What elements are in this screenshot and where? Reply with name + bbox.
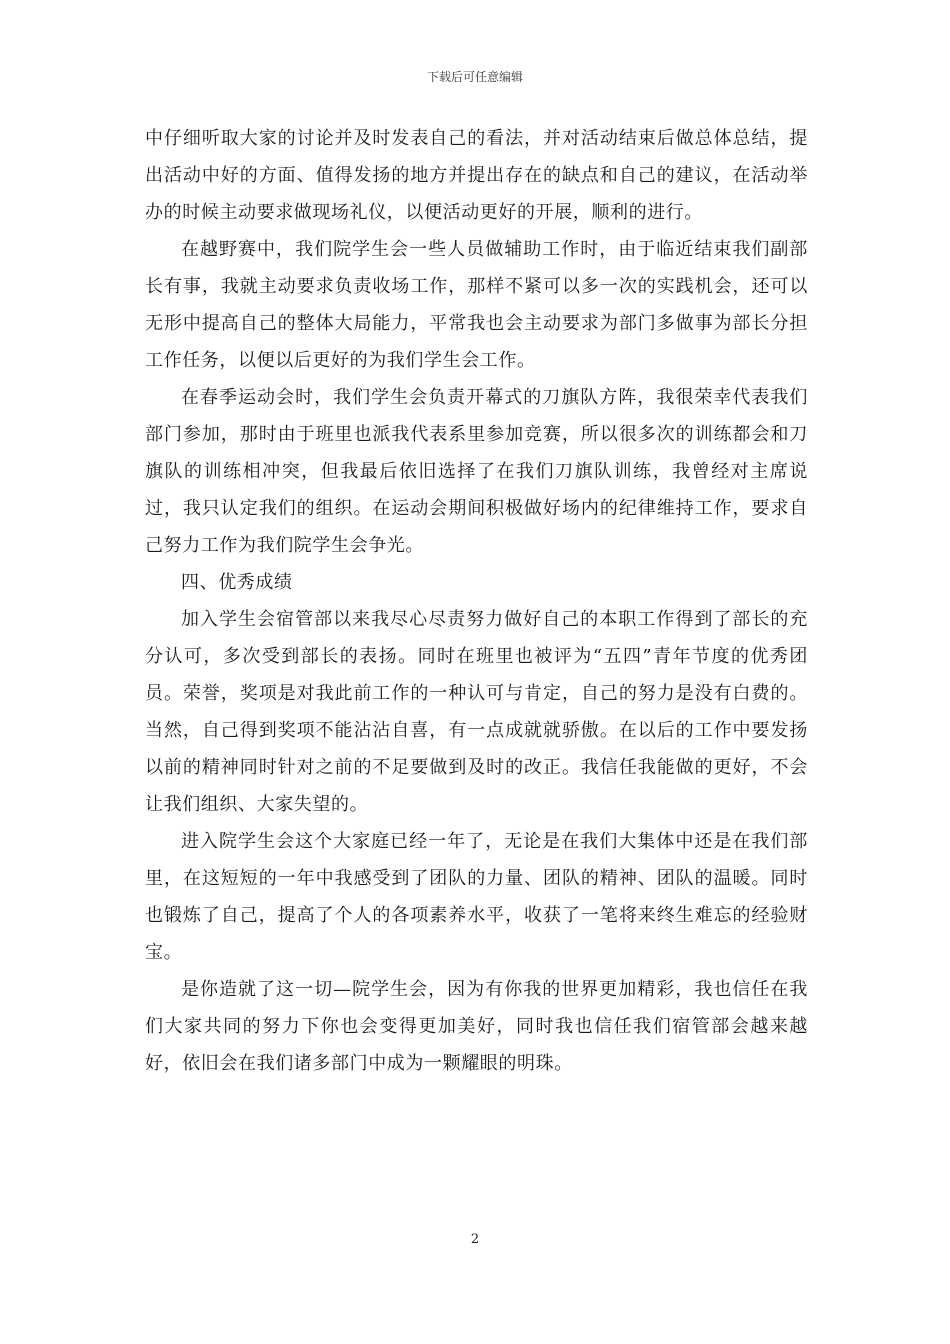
paragraph-cross-country: 在越野赛中，我们院学生会一些人员做辅助工作时，由于临近结束我们副部长有事，我就主动要求负责收场工作，那样不紧可以多一次的实践机会，还可以无形中提高自己的整体大局能力，平常我也会主动要求为部门多做事为部长分担工作任务，以便以后更好的为我们学生会工作。: [145, 239, 808, 371]
paragraph-reflection: 进入院学生会这个大家庭已经一年了，无论是在我们大集体中还是在我们部里，在这短短的一年中我感受到了团队的力量、团队的精神、团队的温暖。同时也锻炼了自己，提高了个人的各项素养水平，收获了一笔将来终生难忘的经验财宝。: [145, 831, 808, 963]
document-body: [145, 120, 808, 1082]
paragraph-closing: 是你造就了这一切—院学生会，因为有你我的世界更加精彩，我也信任在我们大家共同的努力下你也会变得更加美好，同时我也信任我们宿管部会越来越好，依旧会在我们诸多部门中成为一颗耀眼的明珠。: [145, 979, 808, 1074]
paragraph-sports-meet: 在春季运动会时，我们学生会负责开幕式的刀旗队方阵，我很荣幸代表我们部门参加，那时由于班里也派我代表系里参加竞赛，所以很多次的训练都会和刀旗队的训练相冲突，但我最后依旧选择了在我们刀旗队训练，我曾经对主席说过，我只认定我们的组织。在运动会期间积极做好场内的纪律维持工作，要求自己努力工作为我们院学生会争光。: [145, 387, 808, 556]
paragraph-achievements: 加入学生会宿管部以来我尽心尽责努力做好自己的本职工作得到了部长的充分认可，多次受到部长的表扬。同时在班里也被评为“五四”青年节度的优秀团员。荣誉，奖项是对我此前工作的一种认可与肯定，自己的努力是没有白费的。当然，自己得到奖项不能沾沾自喜，有一点成就就骄傲。在以后的工作中要发扬以前的精神同时针对之前的不足要做到及时的改正。我信任我能做的更好，不会让我们组织、大家失望的。: [145, 609, 808, 815]
section-heading-achievements: 四、优秀成绩: [181, 572, 293, 593]
page-number: 2: [470, 1232, 480, 1247]
paragraph-continuation: 中仔细听取大家的讨论并及时发表自己的看法，并对活动结束后做总体总结，提出活动中好的方面、值得发扬的地方并提出存在的缺点和自己的建议，在活动举办的时候主动要求做现场礼仪，以便活动更好的开展，顺利的进行。: [145, 128, 808, 223]
page-header: 下载后可任意编辑: [426, 70, 523, 84]
